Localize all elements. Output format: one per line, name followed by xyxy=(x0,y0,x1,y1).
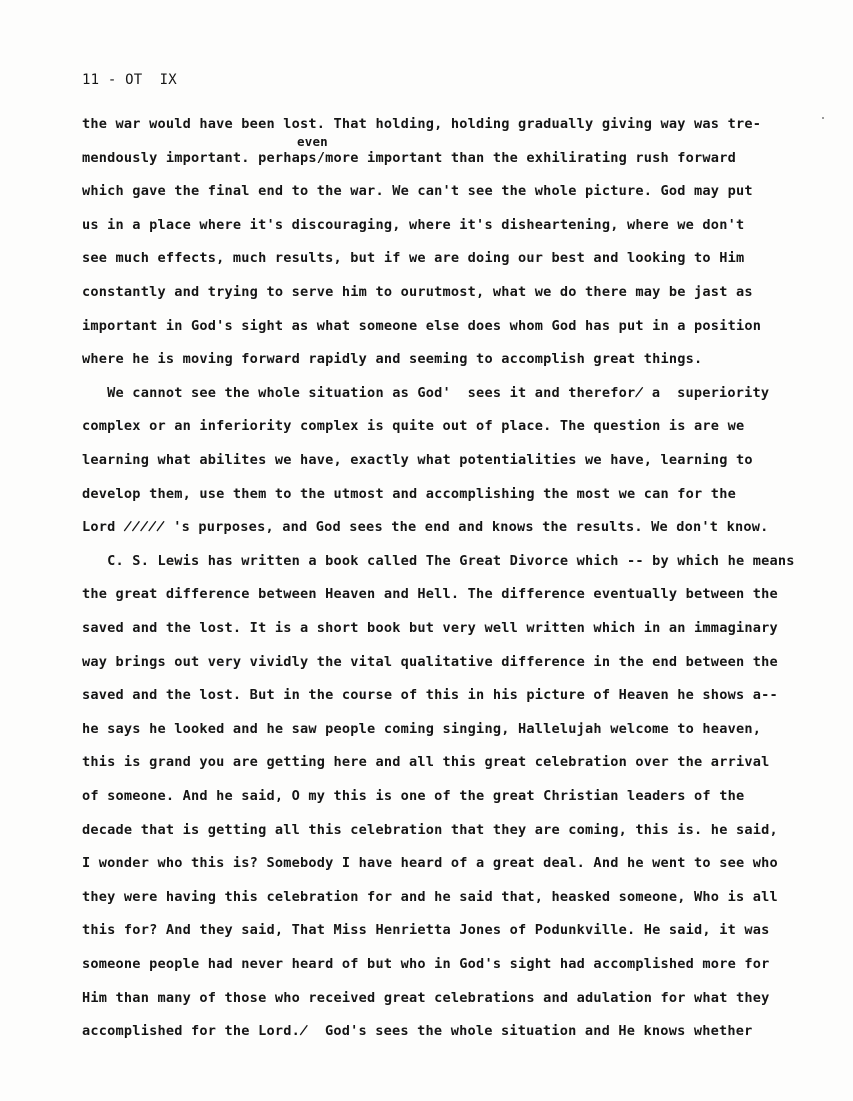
body-line: Lord ̸̸̸̸̸ 's purposes, and God sees the end and knows the results. We don't know. xyxy=(82,519,769,536)
interlinear-insert: even xyxy=(297,134,328,149)
body-line: important in God's sight as what someone else does whom God has put in a position xyxy=(82,317,762,334)
body-line: We cannot see the whole situation as God' sees it and therefor̸ a superiority xyxy=(82,384,770,401)
body-line: of someone. And he said, O my this is one of the great Christian leaders of the xyxy=(82,788,745,804)
body-line: Him than many of those who received great celebrations and adulation for what they xyxy=(82,989,770,1006)
body-line: constantly and trying to serve him to ourutmost, what we do there may be jast as xyxy=(82,284,753,300)
body-line: he says he looked and he saw people coming singing, Hallelujah welcome to heaven, xyxy=(82,720,762,737)
body-line: which gave the final end to the war. We can't see the whole picture. God may put xyxy=(82,183,753,200)
body-line: saved and the lost. It is a short book but very well written which in an immaginary xyxy=(82,620,778,636)
body-line: us in a place where it's discouraging, where it's disheartening, where we don't xyxy=(82,216,745,233)
body-line: mendously important. perhaps/more important than the exhilirating rush forward xyxy=(82,149,736,166)
body-line: I wonder who this is? Somebody I have heard of a great deal. And he went to see who xyxy=(82,855,778,872)
margin-speck xyxy=(822,117,824,119)
page-header: 11 - OT IX xyxy=(82,72,177,88)
body-line: see much effects, much results, but if we are doing our best and looking to Him xyxy=(82,250,745,267)
body-line: learning what abilites we have, exactly what potentialities we have, learning to xyxy=(82,452,753,468)
body-line: decade that is getting all this celebration that they are coming, this is. he said, xyxy=(82,821,778,838)
body-line: saved and the lost. But in the course of this in his picture of Heaven he shows a-- xyxy=(82,687,778,704)
body-line: someone people had never heard of but who in God's sight had accomplished more for xyxy=(82,956,770,972)
body-line: they were having this celebration for and he said that, heasked someone, Who is all xyxy=(82,888,778,905)
body-line: this for? And they said, That Miss Henrietta Jones of Podunkville. He said, it was xyxy=(82,922,770,939)
body-line: where he is moving forward rapidly and seeming to accomplish great things. xyxy=(82,351,703,368)
body-line: this is grand you are getting here and all this great celebration over the arrival xyxy=(82,754,770,771)
body-line: way brings out very vividly the vital qualitative difference in the end between the xyxy=(82,653,778,670)
body-line: the great difference between Heaven and Hell. The difference eventually between the xyxy=(82,586,778,603)
body-line: develop them, use them to the utmost and accomplishing the most we can for the xyxy=(82,485,736,502)
body-line: C. S. Lewis has written a book called The Great Divorce which -- by which he means xyxy=(82,552,795,569)
body-line: complex or an inferiority complex is quite out of place. The question is are we xyxy=(82,418,745,435)
body-line: the war would have been lost. That holding, holding gradually giving way was tre- xyxy=(82,116,762,132)
body-line: accomplished for the Lord.̸ God's sees the whole situation and He knows whether xyxy=(82,1023,753,1040)
